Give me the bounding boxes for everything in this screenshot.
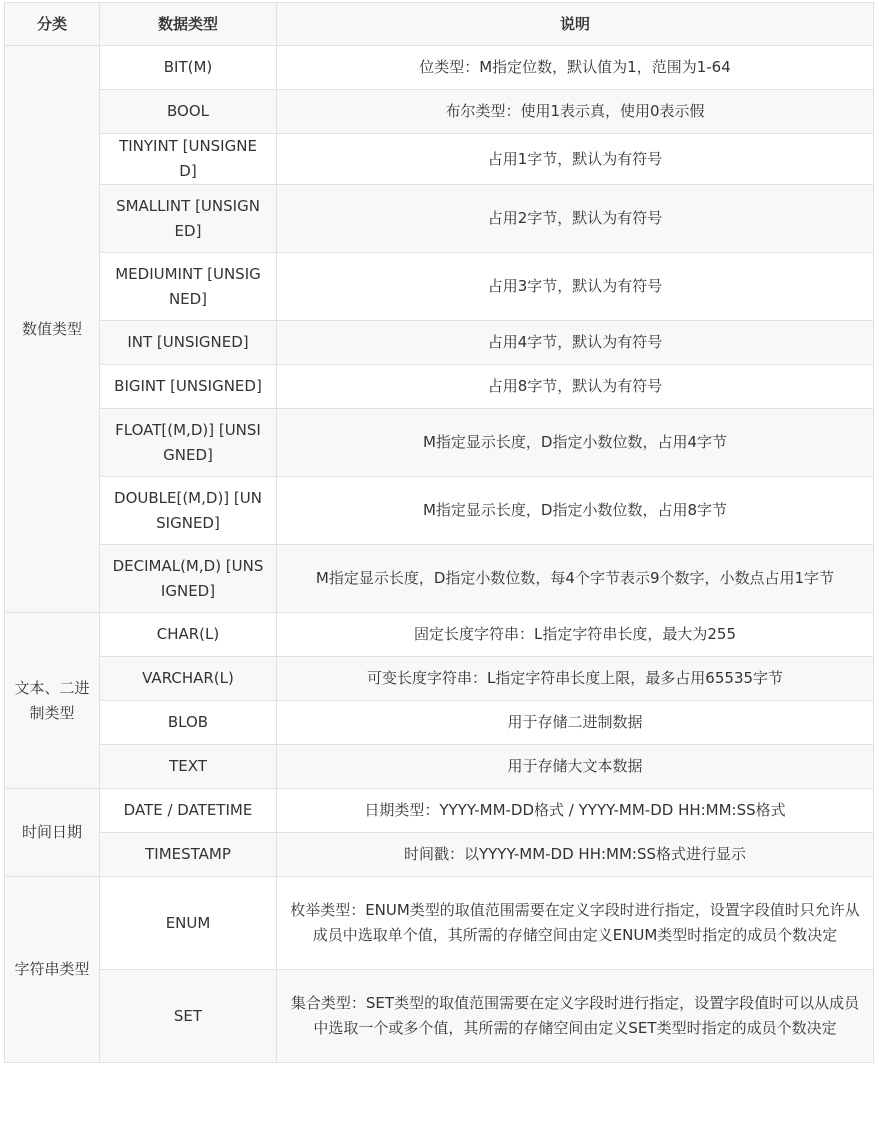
description-cell: 用于存储大文本数据	[277, 745, 874, 789]
description-cell: 枚举类型：ENUM类型的取值范围需要在定义字段时进行指定，设置字段值时只允许从成员中选取单个值，其所需的存储空间由定义ENUM类型时指定的成员个数决定	[277, 877, 874, 970]
header-description: 说明	[277, 3, 874, 46]
table-row	[5, 90, 874, 134]
type-cell: BIGINT [UNSIGNED]	[100, 365, 277, 409]
description-cell: 固定长度字符串：L指定字符串长度，最大为255	[277, 613, 874, 657]
description-cell: 占用2字节，默认为有符号	[277, 185, 874, 253]
type-cell: FLOAT[(M,D)] [UNSIGNED]	[100, 409, 277, 477]
type-cell: TEXT	[100, 745, 277, 789]
description-cell: M指定显示长度，D指定小数位数，占用4字节	[277, 409, 874, 477]
description-cell: 日期类型：YYYY-MM-DD格式 / YYYY-MM-DD HH:MM:SS格式	[277, 789, 874, 833]
table-row	[5, 701, 874, 745]
type-cell: ENUM	[100, 877, 277, 970]
type-cell: SET	[100, 970, 277, 1063]
table-row	[5, 970, 874, 1063]
description-cell: 位类型：M指定位数，默认值为1，范围为1-64	[277, 46, 874, 90]
description-cell: M指定显示长度，D指定小数位数，占用8字节	[277, 477, 874, 545]
description-cell: 用于存储二进制数据	[277, 701, 874, 745]
category-cell: 时间日期	[5, 789, 100, 877]
description-cell: 占用1字节，默认为有符号	[277, 134, 874, 185]
type-cell: BIT(M)	[100, 46, 277, 90]
table-row	[5, 46, 874, 90]
header-category: 分类	[5, 3, 100, 46]
description-cell: 占用4字节，默认为有符号	[277, 321, 874, 365]
category-cell: 数值类型	[5, 46, 100, 613]
table-row	[5, 253, 874, 321]
type-cell: SMALLINT [UNSIGNED]	[100, 185, 277, 253]
type-cell: VARCHAR(L)	[100, 657, 277, 701]
header-data-type: 数据类型	[100, 3, 277, 46]
table-row	[5, 185, 874, 253]
description-cell: 集合类型：SET类型的取值范围需要在定义字段时进行指定，设置字段值时可以从成员中选取一个或多个值，其所需的存储空间由定义SET类型时指定的成员个数决定	[277, 970, 874, 1063]
table-row	[5, 833, 874, 877]
description-cell: 可变长度字符串：L指定字符串长度上限，最多占用65535字节	[277, 657, 874, 701]
type-cell: TIMESTAMP	[100, 833, 277, 877]
type-cell: DECIMAL(M,D) [UNSIGNED]	[100, 545, 277, 613]
description-cell: 占用8字节，默认为有符号	[277, 365, 874, 409]
type-cell: TINYINT [UNSIGNED]	[100, 134, 277, 185]
table-row	[5, 745, 874, 789]
table-row	[5, 321, 874, 365]
header-row	[5, 3, 874, 46]
table-row	[5, 657, 874, 701]
table-row	[5, 789, 874, 833]
description-cell: 时间戳：以YYYY-MM-DD HH:MM:SS格式进行显示	[277, 833, 874, 877]
type-cell: MEDIUMINT [UNSIGNED]	[100, 253, 277, 321]
description-cell: M指定显示长度，D指定小数位数，每4个字节表示9个数字，小数点占用1字节	[277, 545, 874, 613]
table-row	[5, 477, 874, 545]
type-cell: CHAR(L)	[100, 613, 277, 657]
type-cell: DOUBLE[(M,D)] [UNSIGNED]	[100, 477, 277, 545]
category-cell: 文本、二进制类型	[5, 613, 100, 789]
table-row	[5, 613, 874, 657]
type-cell: BOOL	[100, 90, 277, 134]
table-row	[5, 545, 874, 613]
category-cell: 字符串类型	[5, 877, 100, 1063]
type-cell: INT [UNSIGNED]	[100, 321, 277, 365]
table-row	[5, 409, 874, 477]
table-row	[5, 365, 874, 409]
type-cell: DATE / DATETIME	[100, 789, 277, 833]
description-cell: 布尔类型：使用1表示真，使用0表示假	[277, 90, 874, 134]
table-row	[5, 877, 874, 970]
data-types-table	[4, 2, 874, 1063]
description-cell: 占用3字节，默认为有符号	[277, 253, 874, 321]
table-row	[5, 134, 874, 185]
type-cell: BLOB	[100, 701, 277, 745]
